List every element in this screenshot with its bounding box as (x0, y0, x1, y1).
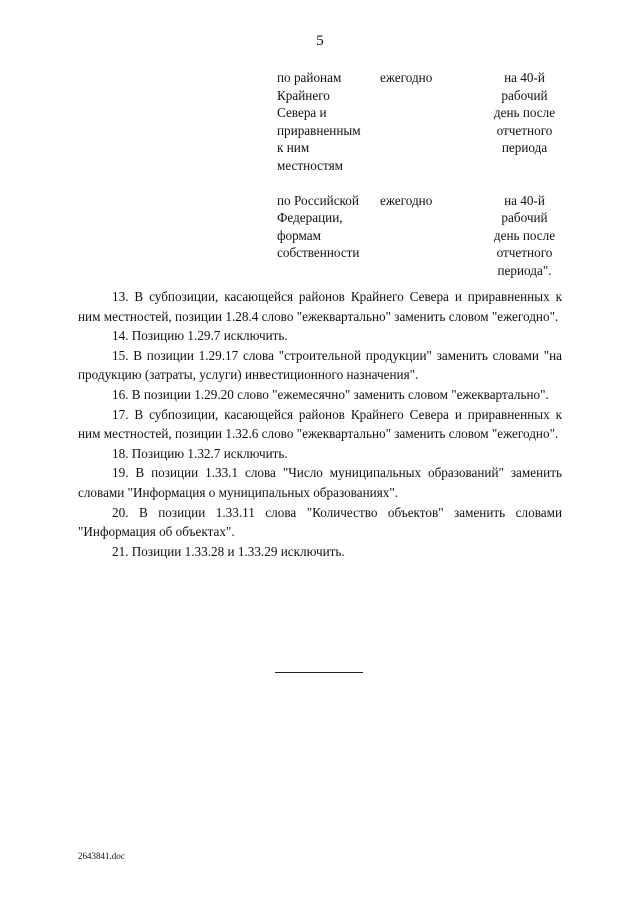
amendments-body (78, 287, 562, 561)
amendment-paragraph: 19. В позиции 1.33.1 слова "Число муниципальных образований" заменить словами "Информация о муниципальных образованиях". (78, 465, 562, 500)
region-cell: по районам Крайнего Севера и приравненным к ним местностям (277, 70, 361, 173)
document-code: 2643841.doc (78, 851, 125, 861)
frequency-cell: ежегодно (380, 192, 433, 208)
frequency-cell: ежегодно (380, 70, 433, 85)
amendment-paragraph: 13. В субпозиции, касающейся районов Крайнего Севера и приравненных к ним местностей, позиции 1.28.4 слово "ежеквартально" заменить словом "ежегодно". (78, 289, 562, 324)
region-cell: по Российской Федерации, формам собственности (277, 192, 360, 261)
separator-line (275, 672, 363, 673)
amendment-paragraph: 15. В позиции 1.29.17 слова "строительной продукции" заменить словами "на продукцию (затраты, услуги) инвестиционного назначения". (78, 347, 562, 383)
deadline-cell: на 40-й рабочий день после отчетного периода". (493, 192, 556, 278)
table-row (277, 192, 567, 280)
amendment-paragraph: 16. В позиции 1.29.20 слово "ежемесячно" заменить словом "ежеквартально". (112, 386, 549, 402)
deadline-cell: на 40-й рабочий день после отчетного периода (493, 70, 556, 156)
table-row (277, 69, 567, 175)
schedule-table (277, 69, 567, 280)
amendment-paragraph: 14. Позицию 1.29.7 исключить. (112, 328, 288, 344)
amendment-paragraph: 17. В субпозиции, касающейся районов Крайнего Севера и приравненных к ним местностей, позиции 1.32.6 слово "ежеквартально" заменить словом "ежегодно". (78, 406, 562, 442)
amendment-paragraph: 21. Позиции 1.33.28 и 1.33.29 исключить. (112, 543, 345, 559)
amendment-paragraph: 18. Позицию 1.32.7 исключить. (112, 445, 288, 461)
page-number: 5 (316, 33, 324, 49)
amendment-paragraph: 20. В позиции 1.33.11 слова "Количество объектов" заменить словами "Информация об объектах". (78, 504, 562, 540)
